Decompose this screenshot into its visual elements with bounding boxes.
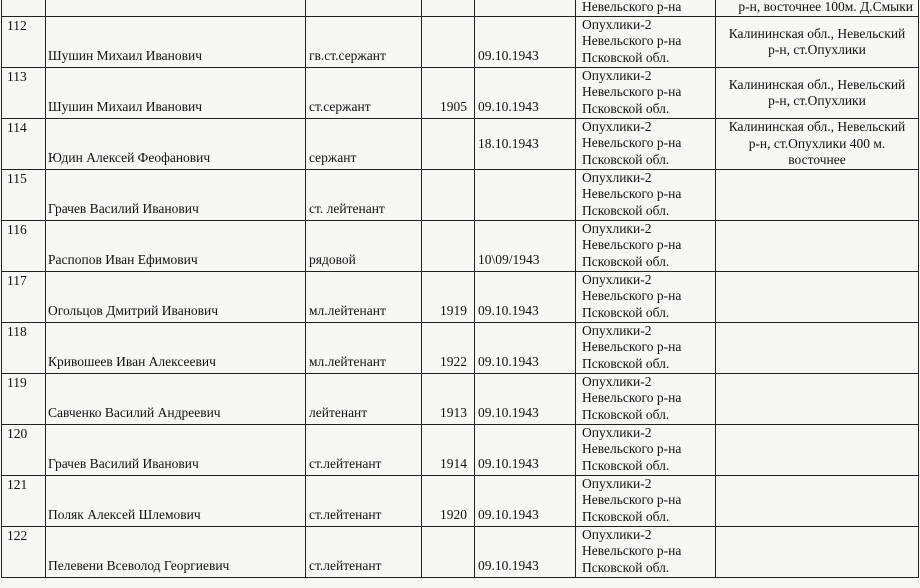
burial-place (716, 425, 919, 476)
burial-place (716, 374, 919, 425)
name-cell (46, 0, 306, 17)
person-name: Савченко Василий Андреевич (46, 374, 306, 425)
burial-place: Калининская обл., Невельский р-н, ст.Опухлики (716, 17, 919, 68)
person-name: Кривошеев Иван Алексеевич (46, 323, 306, 374)
place-cell (576, 221, 716, 272)
place-line: Псковской обл. (582, 202, 670, 218)
place-line: Опухлики-2 (582, 68, 652, 83)
person-name: Юдин Алексей Феофанович (46, 119, 306, 170)
place-line: Опухлики-2 (582, 425, 652, 440)
place-line: Опухлики-2 (582, 119, 652, 134)
date-cell (475, 0, 576, 17)
military-rank: ст.лейтенант (306, 425, 422, 476)
person-name: Огольцов Дмитрий Иванович (46, 272, 306, 323)
place-cell (576, 476, 716, 527)
person-name: Грачев Василий Иванович (46, 425, 306, 476)
row-number: 112 (2, 17, 46, 68)
place-line: Опухлики-2 (582, 17, 652, 32)
place-cell (576, 68, 716, 119)
place-cell (576, 119, 716, 170)
person-name: Пелевени Всеволод Георгиевич (46, 527, 306, 578)
place-line: Псковской обл. (582, 355, 670, 371)
table-row (2, 527, 919, 578)
num-cell (2, 0, 46, 17)
burial-place (716, 170, 919, 221)
military-rank: ст.сержант (306, 68, 422, 119)
person-name: Грачев Василий Иванович (46, 170, 306, 221)
death-date: 10\09/1943 (475, 221, 576, 272)
burial-cell: р-н, восточнее 100м. Д.Смыки (716, 0, 919, 17)
place-line: Псковской обл. (582, 457, 670, 473)
place-line: Псковской обл. (582, 304, 670, 320)
person-name: Распопов Иван Ефимович (46, 221, 306, 272)
person-name: Шушин Михаил Иванович (46, 68, 306, 119)
place-line: Псковской обл. (582, 253, 670, 269)
death-date: 18.10.1943 (475, 119, 576, 170)
place-line: Невельского р-на (582, 135, 682, 151)
birth-year: 1922 (422, 323, 475, 374)
place-line: Невельского р-на (582, 288, 682, 304)
military-rank: мл.лейтенант (306, 323, 422, 374)
birth-year: 1914 (422, 425, 475, 476)
rank-cell (306, 0, 422, 17)
place-line: Невельского р-на (582, 237, 682, 253)
table-row (2, 17, 919, 68)
table-row (2, 119, 919, 170)
row-number: 119 (2, 374, 46, 425)
death-date: 09.10.1943 (475, 272, 576, 323)
table-row-continued (2, 0, 919, 17)
place-cell (576, 323, 716, 374)
death-date: 09.10.1943 (475, 527, 576, 578)
place-line: Невельского р-на (582, 390, 682, 406)
place-line: Опухлики-2 (582, 374, 652, 389)
birth-year: 1920 (422, 476, 475, 527)
memorial-list-table (1, 0, 919, 578)
place-line: Псковской обл. (582, 49, 670, 65)
military-rank: рядовой (306, 221, 422, 272)
place-line: Невельского р-на (582, 339, 682, 355)
death-date: 09.10.1943 (475, 374, 576, 425)
place-cell (576, 425, 716, 476)
burial-place: Калининская обл., Невельский р-н, ст.Опухлики (716, 68, 919, 119)
row-number: 118 (2, 323, 46, 374)
death-date: 09.10.1943 (475, 323, 576, 374)
place-line: Невельского р-на (582, 186, 682, 202)
person-name: Шушин Михаил Иванович (46, 17, 306, 68)
birth-year: 1905 (422, 68, 475, 119)
burial-place (716, 272, 919, 323)
year-cell (422, 0, 475, 17)
place-line: Невельского р-на (582, 84, 682, 100)
table-row (2, 221, 919, 272)
place-line: Псковской обл. (582, 100, 670, 116)
burial-place: Калининская обл., Невельский р-н, ст.Опухлики 400 м. восточнее (716, 119, 919, 170)
military-rank: ст. лейтенант (306, 170, 422, 221)
place-cell (576, 0, 716, 17)
birth-year (422, 527, 475, 578)
birth-year: 1913 (422, 374, 475, 425)
birth-year (422, 119, 475, 170)
table-row (2, 68, 919, 119)
place-line: Невельского р-на (582, 543, 682, 559)
row-number: 113 (2, 68, 46, 119)
place-cell (576, 170, 716, 221)
row-number: 117 (2, 272, 46, 323)
birth-year (422, 221, 475, 272)
burial-place (716, 323, 919, 374)
row-number: 115 (2, 170, 46, 221)
place-line: Опухлики-2 (582, 527, 652, 542)
military-rank: гв.ст.сержант (306, 17, 422, 68)
place-cell (576, 527, 716, 578)
row-number: 122 (2, 527, 46, 578)
table-row (2, 425, 919, 476)
death-date: 09.10.1943 (475, 68, 576, 119)
birth-year: 1919 (422, 272, 475, 323)
place-cell (576, 272, 716, 323)
table-row (2, 170, 919, 221)
place-line: Невельского р-на (582, 33, 682, 49)
place-line: Псковской обл. (582, 151, 670, 167)
place-cell (576, 17, 716, 68)
place-line: Опухлики-2 (582, 323, 652, 338)
row-number: 120 (2, 425, 46, 476)
row-number: 116 (2, 221, 46, 272)
row-number: 121 (2, 476, 46, 527)
burial-place (716, 221, 919, 272)
military-rank: ст.лейтенант (306, 476, 422, 527)
place-line: Невельского р-на (582, 441, 682, 457)
place-line: Псковской обл. (582, 406, 670, 422)
place-line: Невельского р-на (582, 492, 682, 508)
place-line: Невельского р-на (582, 0, 682, 14)
birth-year (422, 17, 475, 68)
burial-place (716, 476, 919, 527)
row-number: 114 (2, 119, 46, 170)
death-date: 09.10.1943 (475, 425, 576, 476)
place-line: Опухлики-2 (582, 272, 652, 287)
place-line: Псковской обл. (582, 559, 670, 575)
birth-year (422, 170, 475, 221)
table-row (2, 272, 919, 323)
table-row (2, 323, 919, 374)
military-rank: сержант (306, 119, 422, 170)
person-name: Поляк Алексей Шлемович (46, 476, 306, 527)
place-line: Опухлики-2 (582, 170, 652, 185)
place-line: Опухлики-2 (582, 221, 652, 236)
place-line: Опухлики-2 (582, 476, 652, 491)
military-rank: лейтенант (306, 374, 422, 425)
burial-place (716, 527, 919, 578)
table-row (2, 374, 919, 425)
place-line: Псковской обл. (582, 508, 670, 524)
table-row (2, 476, 919, 527)
place-cell (576, 374, 716, 425)
death-date: 09.10.1943 (475, 17, 576, 68)
military-rank: ст.лейтенант (306, 527, 422, 578)
death-date (475, 170, 576, 221)
military-rank: мл.лейтенант (306, 272, 422, 323)
death-date: 09.10.1943 (475, 476, 576, 527)
